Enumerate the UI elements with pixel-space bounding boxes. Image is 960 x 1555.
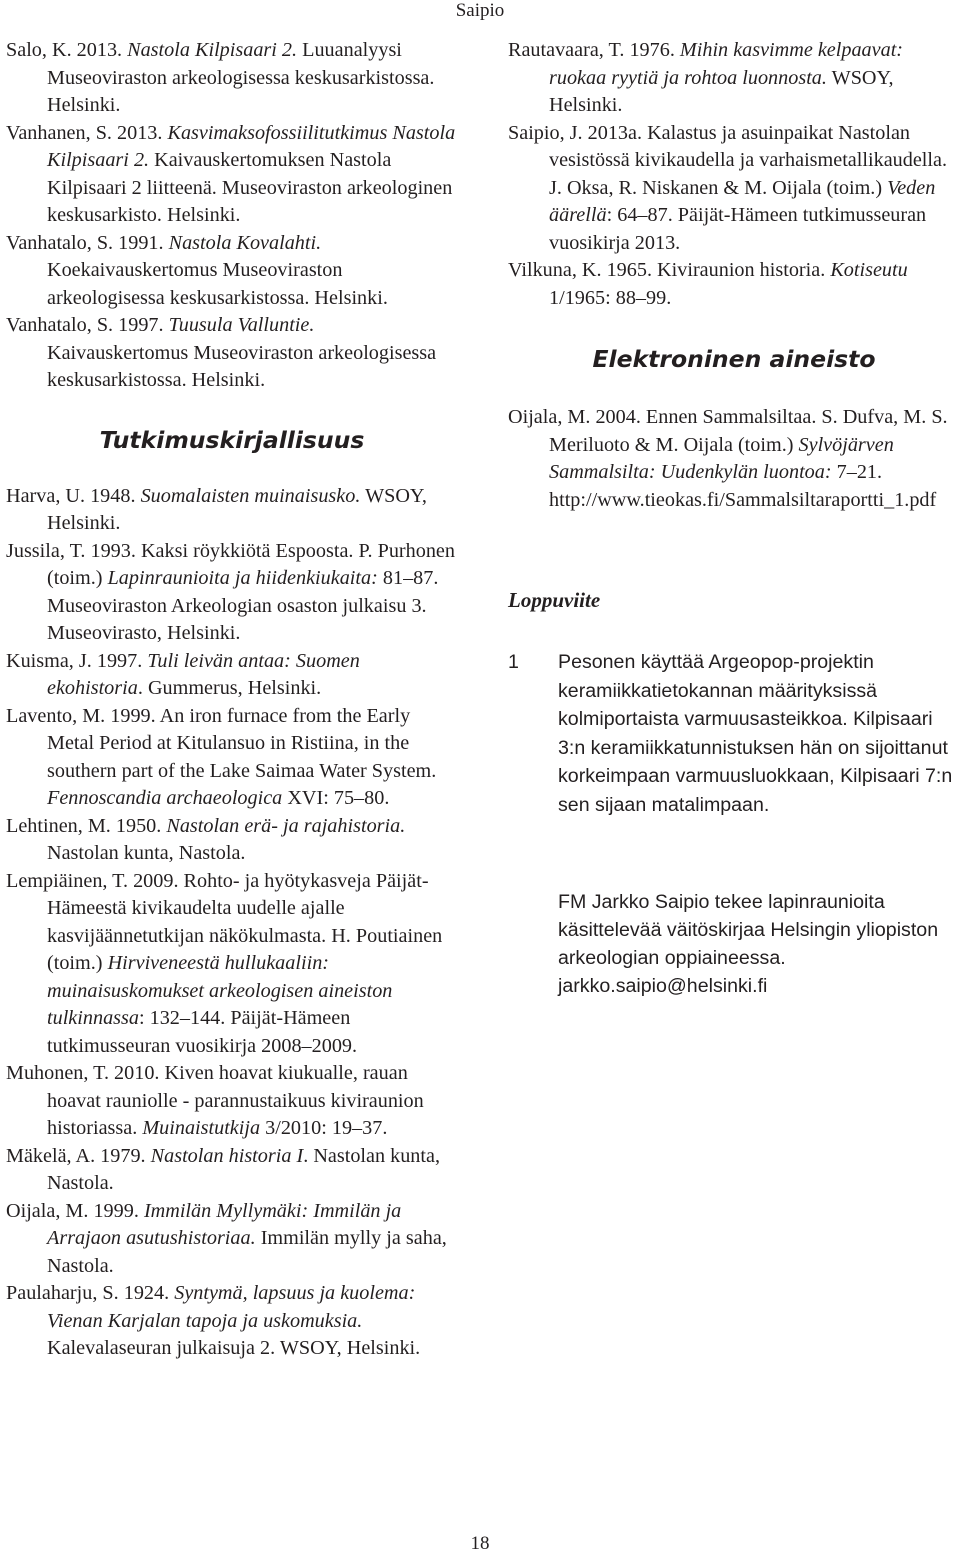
reference-entry: Vanhanen, S. 2013. Kasvimaksofossiilitutkimus Nastola Kilpisaari 2. Kaivauskertomuksen Nastola Kilpisaari 2 liitteenä. Museoviraston arkeologinen keskusarkisto. Helsinki. — [6, 121, 456, 226]
reference-entry: Kuisma, J. 1997. Tuli leivän antaa: Suomen ekohistoria. Gummerus, Helsinki. — [6, 649, 360, 699]
author-bio: FM Jarkko Saipio tekee lapinraunioita käsittelevää väitöskirjaa Helsingin yliopiston arkeologian oppiaineessa. — [558, 890, 939, 969]
reference-entry: Salo, K. 2013. Nastola Kilpisaari 2. Luuanalyysi Museoviraston arkeologisessa keskusarkistossa. Helsinki. — [6, 39, 435, 116]
endnote — [508, 648, 960, 820]
reference-entry: Lavento, M. 1999. An iron furnace from the Early Metal Period at Kitulansuo in Ristiina, in the southern part of the Lake Saimaa Water System. Fennoscandia archaeologica XVI: 75–80. — [6, 704, 437, 809]
reference-entry: Jussila, T. 1993. Kaksi röykkiötä Espoosta. P. Purhonen (toim.) Lapinraunioita ja hiidenkiukaita: 81–87. Museoviraston Arkeologian osaston julkaisu 3. Museovirasto, Helsinki. — [6, 539, 455, 644]
reference-entry: Vanhatalo, S. 1991. Nastola Kovalahti. Koekaivauskertomus Museoviraston arkeologisessa keskusarkistossa. Helsinki. — [6, 231, 388, 309]
reference-entry: Oijala, M. 2004. Ennen Sammalsiltaa. S. Dufva, M. S. Meriluoto & M. Oijala (toim.) Sylvöjärven Sammalsilta: Uudenkylän luontoa: 7–21. http://www.tieokas.fi/Sammalsiltaraportti_1.pdf — [508, 406, 948, 511]
page-number: 18 — [470, 1533, 490, 1554]
section-heading-tutkimuskirjallisuus: Tutkimuskirjallisuus — [99, 425, 365, 454]
reference-entry: Muhonen, T. 2010. Kiven hoavat kiukualle, rauan hoavat rauniolle - parannustaikuus kiviraunion historiassa. Muinaistutkija 3/2010: 19–37. — [6, 1062, 424, 1139]
reference-entry: Rautavaara, T. 1976. Mihin kasvimme kelpaavat: ruokaa ryytiä ja rohtoa luonnosta. WSOY, Helsinki. — [508, 39, 904, 116]
endnote-text: Pesonen käyttää Argeopop-projektin keramiikkatietokannan määrityksissä kolmiportaista varmuusasteikkoa. Kilpisaari 3:n keramiikkatunnistuksen hän on sijoittanut korkeimpaan varmuusluokkaan, Kilpisaari 7:n sen sijaan matalimpaan. — [558, 651, 953, 816]
reference-entry: Lempiäinen, T. 2009. Rohto- ja hyötykasveja Päijät-Hämeestä kivikaudelta uudelle ajalle kasvijäännetutkijan näkökulmasta. H. Poutiainen (toim.) Hirviveneestä hullukaaliin: muinaisuskomukset arkeologisen aineiston tulkinnassa: 132–144. Päijät-Hämeen tutkimusseuran vuosikirja 2008–2009. — [6, 869, 443, 1057]
endnote-number: 1 — [508, 651, 519, 673]
reference-entry: Paulaharju, S. 1924. Syntymä, lapsuus ja kuolema: Vienan Karjalan tapoja ja uskomuksia. Kalevalaseuran julkaisuja 2. WSOY, Helsinki. — [6, 1282, 421, 1359]
right-column — [508, 37, 960, 1000]
reference-entry: Lehtinen, M. 1950. Nastolan erä- ja rajahistoria. Nastolan kunta, Nastola. — [6, 814, 406, 864]
left-column — [6, 37, 458, 1363]
reference-entry: Harva, U. 1948. Suomalaisten muinaisusko. WSOY, Helsinki. — [6, 484, 427, 534]
reference-entry: Vanhatalo, S. 1997. Tuusula Valluntie. Kaivauskertomus Museoviraston arkeologisessa keskusarkistossa. Helsinki. — [6, 314, 437, 391]
reference-entry: Mäkelä, A. 1979. Nastolan historia I. Nastolan kunta, Nastola. — [6, 1144, 441, 1194]
section-heading-elektroninen-aineisto: Elektroninen aineisto — [592, 345, 876, 373]
author-note — [558, 888, 960, 1000]
reference-entry: Saipio, J. 2013a. Kalastus ja asuinpaikat Nastolan vesistössä kivikaudella ja varhaismetallikaudella. J. Oksa, R. Niskanen & M. Oijala (toim.) Veden äärellä: 64–87. Päijät-Hämeen tutkimusseuran vuosikirja 2013. — [508, 121, 948, 254]
running-title: Saipio — [455, 0, 505, 21]
reference-entry: Oijala, M. 1999. Immilän Myllymäki: Immilän ja Arrajaon asutushistoriaa. Immilän mylly ja saha, Nastola. — [6, 1199, 447, 1277]
reference-entry: Vilkuna, K. 1965. Kiviraunion historia. Kotiseutu 1/1965: 88–99. — [508, 259, 908, 309]
author-email: jarkko.saipio@helsinki.fi — [558, 974, 768, 997]
endnote-heading: Loppuviite — [508, 588, 601, 612]
